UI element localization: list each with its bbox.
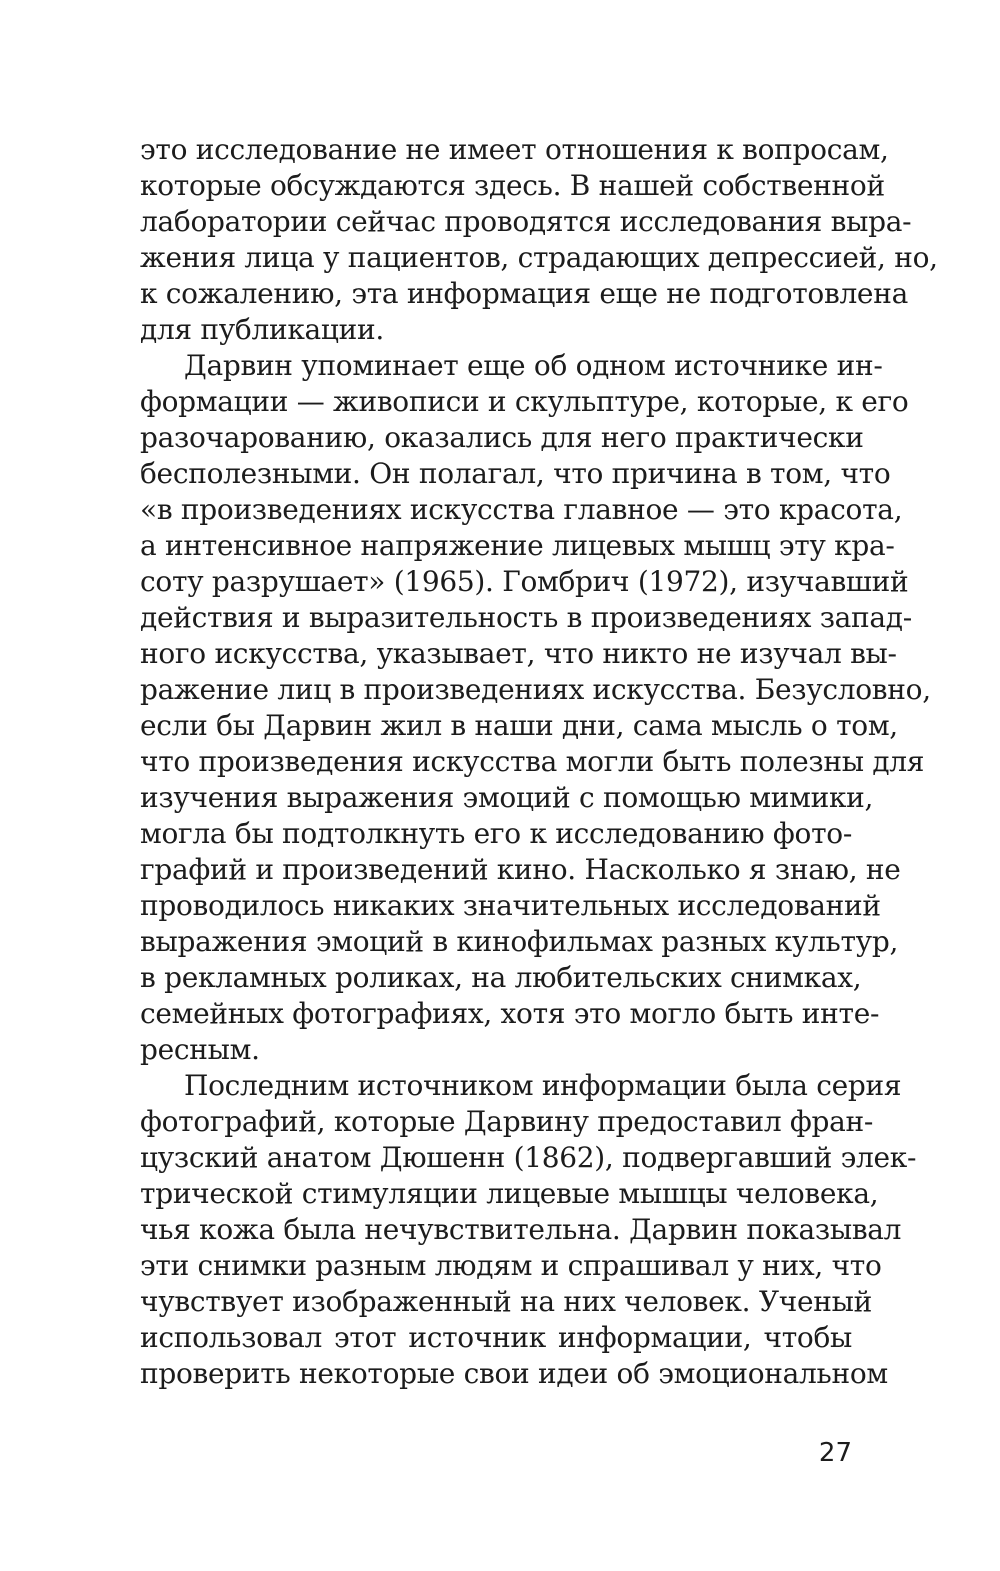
text-line: трической стимуляции лицевые мышцы человека, [140,1177,879,1210]
text-line: бесполезными. Он полагал, что причина в том, что [140,457,891,490]
text-line: ресным. [140,1033,260,1066]
paragraph-first-line: Последним источником информации была серия [184,1069,902,1102]
text-line: проводилось никаких значительных исследований [140,889,881,922]
text-line: а интенсивное напряжение лицевых мышц эту кра- [140,529,895,562]
text-line: для публикации. [140,313,384,346]
text-line: в рекламных роликах, на любительских снимках, [140,961,862,994]
text-line: ного искусства, указывает, что никто не изучал вы- [140,637,897,670]
text-line: которые обсуждаются здесь. В нашей собственной [140,169,885,202]
text-line: могла бы подтолкнуть его к исследованию фото- [140,817,852,850]
text-line: соту разрушает» (1965). Гомбрич (1972), изучавший [140,565,909,598]
text-line: проверить некоторые свои идеи об эмоциональном [140,1357,888,1390]
text-line: если бы Дарвин жил в наши дни, сама мысль о том, [140,709,898,742]
text-line: семейных фотографиях, хотя это могло быть инте- [140,997,880,1030]
text-line: изучения выражения эмоций с помощью мимики, [140,781,874,814]
text-line: разочарованию, оказались для него практически [140,421,864,454]
text-line: жения лица у пациентов, страдающих депрессией, но, [140,241,938,274]
text-line: ражение лиц в произведениях искусства. Безусловно, [140,673,931,706]
text-line: что произведения искусства могли быть полезны для [140,745,925,778]
text-line: цузский анатом Дюшенн (1862), подвергавший элек- [140,1141,917,1174]
text-line: эти снимки разным людям и спрашивал у них, что [140,1249,882,1282]
text-line: чья кожа была нечувствительна. Дарвин показывал [140,1213,902,1246]
text-line: использовал этот источник информации, чтобы [140,1321,852,1354]
text-line: фотографий, которые Дарвину предоставил фран- [140,1105,874,1138]
text-line: к сожалению, эта информация еще не подготовлена [140,277,908,310]
text-line: «в произведениях искусства главное — это красота, [140,493,903,526]
text-line: лаборатории сейчас проводятся исследования выра- [140,205,912,238]
paragraph-first-line: Дарвин упоминает еще об одном источнике ин- [184,349,883,382]
text-line: выражения эмоций в кинофильмах разных культур, [140,925,899,958]
page-number: 27 [818,1438,852,1468]
text-line: графий и произведений кино. Насколько я знаю, не [140,853,901,886]
text-line: это исследование не имеет отношения к вопросам, [140,133,889,166]
text-line: действия и выразительность в произведениях запад- [140,601,912,634]
text-line: чувствует изображенный на них человек. Ученый [140,1285,872,1318]
text-line: формации — живописи и скульптуре, которые, к его [140,385,909,418]
